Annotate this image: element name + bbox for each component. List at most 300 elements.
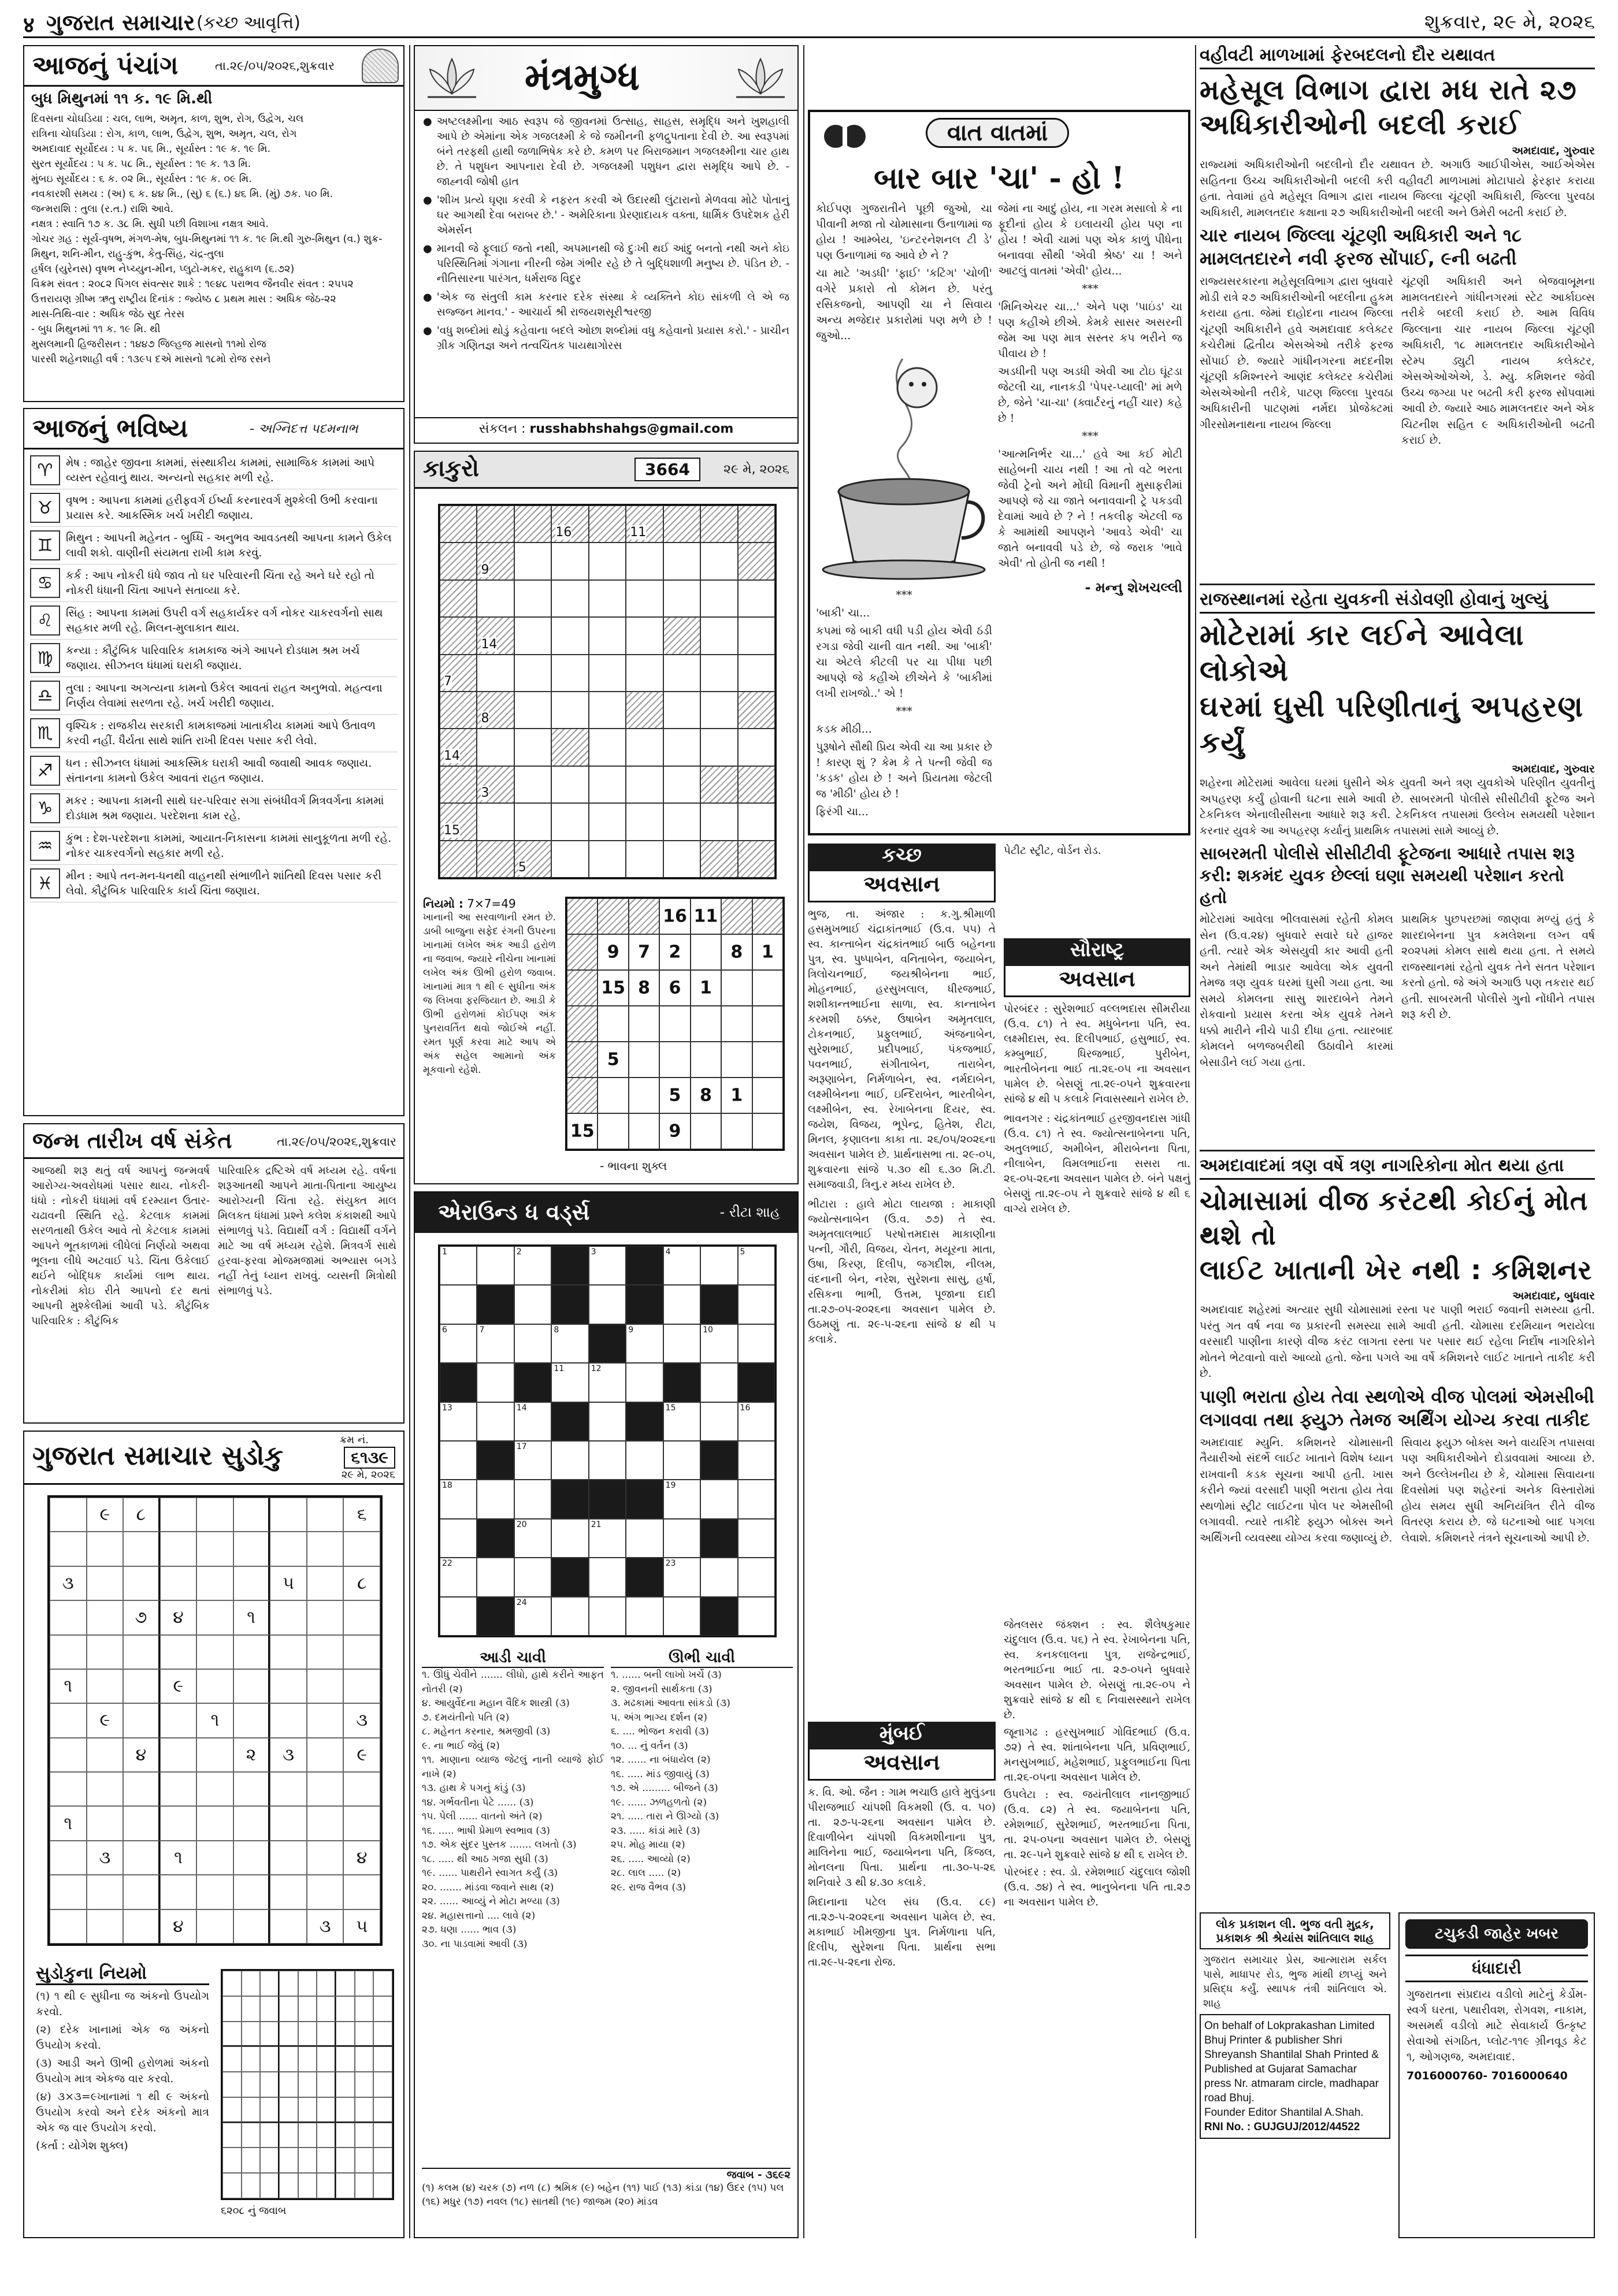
panchang-line: જન્મરાશિ : તુલા (ર.ત.) રાશિ આવે. — [31, 203, 174, 215]
kakuro-cell[interactable] — [738, 655, 775, 692]
crossword-cell[interactable] — [663, 1519, 700, 1558]
sudoku-cell[interactable] — [160, 1738, 197, 1772]
sudoku-cell[interactable] — [307, 1635, 344, 1669]
crossword-cell[interactable] — [440, 1441, 477, 1480]
crossword-cell[interactable] — [551, 1519, 588, 1558]
sudoku-cell[interactable] — [50, 1772, 87, 1806]
kakuro-cell[interactable] — [589, 729, 626, 766]
crossword-cell[interactable] — [440, 1402, 477, 1441]
across-clue: ૧. ઊંધું ચેવીને ....... લીધો, હાથે કરીને આફત નોતરી (૨) — [422, 1669, 604, 1695]
rajasthan-dateline: અમદાવાદ, ગુરુવાર — [1512, 763, 1595, 775]
kakuro-cell[interactable] — [626, 655, 663, 692]
sudoku-cell[interactable] — [343, 1875, 380, 1909]
sudoku-cell[interactable] — [270, 1635, 307, 1669]
sudoku-cell[interactable] — [307, 1703, 344, 1737]
kakuro-cell[interactable] — [589, 692, 626, 729]
sudoku-answer-cell — [260, 2097, 279, 2123]
kakuro-cell[interactable] — [700, 543, 737, 579]
sudoku-cell[interactable] — [123, 1566, 160, 1600]
sudoku-cell[interactable] — [123, 1772, 160, 1806]
kakuro-clue-cell — [626, 506, 663, 543]
sudoku-answer-cell — [317, 2072, 336, 2097]
sudoku-cell[interactable]: ૬ — [343, 1498, 380, 1532]
sudoku-cell[interactable] — [50, 1841, 87, 1875]
crossword-cell[interactable] — [440, 1285, 477, 1324]
sudoku-cell[interactable] — [87, 1772, 124, 1806]
crossword-cell[interactable] — [477, 1558, 514, 1596]
sudoku-grid[interactable] — [47, 1495, 383, 1946]
sudoku-cell[interactable] — [233, 1635, 270, 1669]
kakuro-solution-clue — [691, 1006, 721, 1042]
mumbai-text2: મિદાનાના પટેલ સંઘ (ઉ.વ. ૮૯) તા.૨૭-૫-૨૦૨૬ના અવસાન પામેલ છે. સ્વ. મકાભાઈ ખીમજીના પુત્ર. નિર્મળાના પતિ, દિલીપ, સુરેશના પિતા. પ્રાર્થના સભા તા.૨૯-૫-૨૬ના રોજ. — [808, 1896, 996, 1968]
sudoku-cell[interactable] — [307, 1669, 344, 1703]
crossword-cell[interactable] — [589, 1558, 626, 1596]
kakuro-cell[interactable] — [514, 655, 551, 692]
crossword-cell[interactable] — [738, 1402, 775, 1441]
kakuro-cell[interactable] — [663, 766, 700, 803]
sudoku-cell[interactable] — [270, 1841, 307, 1875]
sudoku-cell[interactable] — [87, 1738, 124, 1772]
sudoku-cell[interactable] — [233, 1566, 270, 1600]
crossword-cell[interactable] — [738, 1441, 775, 1480]
crossword-cell[interactable] — [514, 1324, 551, 1363]
sudoku-cell[interactable] — [270, 1909, 307, 1944]
kakuro-cell[interactable] — [551, 692, 588, 729]
zodiac-icon: ♒ — [30, 831, 60, 861]
crossword-black-cell — [440, 1363, 477, 1402]
mantra-contact-email[interactable]: russhabhshahgs@gmail.com — [529, 422, 734, 436]
sudoku-rules-author: (કર્તા : યોગેશ શુક્લ) — [36, 2139, 128, 2152]
sudoku-answer-cell — [222, 2123, 242, 2148]
crossword-cell[interactable] — [663, 1246, 700, 1285]
sudoku-cell[interactable] — [87, 1566, 124, 1600]
crossword-cell[interactable] — [700, 1480, 737, 1518]
kakuro-cell[interactable] — [700, 580, 737, 617]
kakuro-cell[interactable] — [626, 543, 663, 579]
crossword-cell[interactable] — [663, 1324, 700, 1363]
kakuro-author: - ભાવના શુક્લ — [600, 1159, 667, 1173]
sudoku-cell[interactable]: ૩ — [50, 1566, 87, 1600]
crossword-cell[interactable] — [663, 1402, 700, 1441]
sudoku-cell[interactable] — [233, 1875, 270, 1909]
kakuro-cell[interactable] — [700, 729, 737, 766]
bullet-icon: ● — [423, 243, 432, 255]
horoscope-item — [30, 527, 398, 564]
sudoku-cell[interactable] — [196, 1566, 233, 1600]
crossword-cell[interactable] — [738, 1480, 775, 1518]
sudoku-cell[interactable] — [307, 1566, 344, 1600]
crossword-cell[interactable] — [663, 1285, 700, 1324]
crossword-cell[interactable] — [514, 1480, 551, 1518]
vaat-paragraph: ચા માટે 'અડધી' 'ફાઈ' 'કટિંગ' 'ચોળી' વગેરે પ્રકારો તો કોમન છે. પરંતુ રસિકજનો, આપણી ચા ને સિવાય અન્ય મજેદાર પ્રકારોમાં પણ મળે છે ! જુઓ... — [816, 267, 992, 342]
sudoku-cell[interactable] — [307, 1498, 344, 1532]
sudoku-cell[interactable] — [50, 1909, 87, 1944]
sudoku-cell[interactable] — [160, 1532, 197, 1566]
kakuro-cell[interactable] — [663, 729, 700, 766]
sudoku-cell[interactable] — [50, 1600, 87, 1634]
kakuro-cell[interactable] — [738, 617, 775, 654]
kakuro-cell[interactable] — [551, 543, 588, 579]
sudoku-answer-cell — [298, 2123, 317, 2148]
crossword-cell[interactable] — [700, 1324, 737, 1363]
sudoku-cell[interactable] — [50, 1635, 87, 1669]
panchang-line: રાત્રિના ચોઘડિયા : રોગ, કાળ, લાભ, ઉદ્વેગ, શુભ, અમૃત, ચલ, રોગ — [31, 128, 297, 140]
crossword-cell[interactable] — [477, 1324, 514, 1363]
sudoku-cell[interactable] — [233, 1841, 270, 1875]
crossword-number: 8 — [554, 1325, 559, 1335]
crossword-cell[interactable] — [663, 1480, 700, 1518]
crossword-cell[interactable] — [738, 1285, 775, 1324]
crossword-cell[interactable] — [700, 1558, 737, 1596]
sudoku-cell[interactable] — [196, 1772, 233, 1806]
sudoku-cell[interactable] — [160, 1772, 197, 1806]
sudoku-cell[interactable] — [343, 1669, 380, 1703]
saurashtra-label: સૌરાષ્ટ્ર — [1004, 938, 1190, 966]
crossword-cell[interactable] — [738, 1324, 775, 1363]
sudoku-cell[interactable]: ૩ — [343, 1703, 380, 1737]
crossword-cell[interactable] — [589, 1285, 626, 1324]
sudoku-cell[interactable]: ૮ — [123, 1498, 160, 1532]
kakuro-cell[interactable] — [514, 543, 551, 579]
crossword-cell[interactable] — [700, 1402, 737, 1441]
crossword-black-cell — [589, 1480, 626, 1518]
kakuro-solution-clue — [752, 1113, 783, 1149]
kakuro-cell[interactable] — [626, 841, 663, 878]
vahivati-body3: ચૂંટણી અધિકારી અને બેજવાબૂમના મામલતદારને ગાંધીનગરમાં સ્ટેટ આર્કાઇવ્સ તરીકે બદલી કરાઈ છે. આમ વિવિધ જિલ્લાના ચાર નાયબ જિલ્લા ચૂંટણી અધિકારી, ૧૮ મામલતદાર અધિકારીઓને સ્ટેમ્પ ડ્યુટી નાયબ કલેક્ટર, એસએઓએએ, ડે. મ્યુ. કમિશનર જેવી ઉચ્ચ જગ્યા પર બઢતી કરી ફરજ સોંપવામાં આવી છે. જ્યારે આઠ મામલતદાર અને એક ચિટનીશ સહિત ૯ અધિકારીઓની બઢતી કરાઈ છે. — [1401, 275, 1595, 447]
sudoku-cell[interactable] — [270, 1806, 307, 1840]
kakuro-cell[interactable] — [514, 580, 551, 617]
sudoku-cell[interactable]: ૧ — [50, 1806, 87, 1840]
crossword-cell[interactable] — [551, 1441, 588, 1480]
sudoku-cell[interactable] — [196, 1635, 233, 1669]
sudoku-cell[interactable] — [233, 1498, 270, 1532]
kakuro-number: 3664 — [634, 458, 700, 481]
sudoku-cell[interactable] — [343, 1635, 380, 1669]
sudoku-cell[interactable] — [270, 1703, 307, 1737]
sudoku-cell[interactable] — [196, 1600, 233, 1634]
sudoku-cell[interactable] — [343, 1772, 380, 1806]
crossword-black-cell — [700, 1285, 737, 1324]
sudoku-cell[interactable] — [87, 1875, 124, 1909]
kakuro-cell[interactable] — [477, 803, 514, 840]
kakuro-cell[interactable] — [663, 692, 700, 729]
sudoku-cell[interactable] — [196, 1532, 233, 1566]
kakuro-cell[interactable] — [663, 655, 700, 692]
vaat-paragraph: 'આત્મનિર્ભર ચા...' હવે આ કઈ મોટી સાહેબની ચાય નથી ! આ તો વટે ભરતા જેવી ટ્રેનો અને મોંઘી વિમાની મુસાફરીમાં આપણે જે ચા જાતે બનાવવાની ટ્રે પકડવી દેવામાં આવે છે ? ને ! તકલીફ એટલી જ કે આમાંથી આપણને 'આવડે એવી' ચા જાતે બનાવવી પડે છે, જે જરાક 'ભાવે એવી' તો હોતી જ નથી ! — [998, 448, 1182, 570]
kakuro-clue: 8 — [481, 711, 489, 726]
crossword-cell[interactable] — [440, 1246, 477, 1285]
kakuro-clue: 5 — [518, 860, 526, 875]
sudoku-cell[interactable] — [123, 1841, 160, 1875]
sudoku-cell[interactable] — [50, 1498, 87, 1532]
kakuro-cell[interactable] — [738, 729, 775, 766]
sudoku-cell[interactable] — [160, 1703, 197, 1737]
sudoku-cell[interactable]: ૩ — [307, 1909, 344, 1944]
crossword-cell[interactable] — [551, 1363, 588, 1402]
sudoku-cell[interactable] — [233, 1669, 270, 1703]
sudoku-cell[interactable]: ૧ — [50, 1669, 87, 1703]
crossword-cell[interactable] — [514, 1441, 551, 1480]
zodiac-icon: ♈ — [30, 455, 60, 485]
kakuro-solution-cell — [721, 1078, 752, 1113]
kakuro-grid[interactable] — [438, 504, 777, 879]
kakuro-clue-cell — [440, 580, 477, 617]
kakuro-cell[interactable] — [738, 580, 775, 617]
sudoku-cell[interactable] — [160, 1566, 197, 1600]
sudoku-cell[interactable] — [123, 1635, 160, 1669]
sudoku-cell[interactable]: ૪ — [160, 1909, 197, 1944]
crossword-cell[interactable] — [551, 1597, 588, 1636]
chomasu-body2: અમદાવાદ મ્યુનિ. કમિશનરે ચોમાસાની તૈયારીઓ સંદર્ભે લાઈટ ખાતાને વિશેષ ધ્યાન રાખવાની કડક સૂચના આપી હતી. ખાસ કરીને જ્યાં વરસાદી પાણી ભરાતા હોય તેવા સ્થળોમાં સ્ટ્રીટ લાઈટના પોલ પર એમસીબી લગાવવી. ત્યારે તાકીદે ફ્યુઝ બોક્સ અને અર્થિંગની વ્યવસ્થા યોગ્ય કરવા જણાવ્યું છે. — [1200, 1436, 1393, 1544]
kakuro-cell[interactable] — [700, 655, 737, 692]
kakuro-solution-cell — [752, 934, 783, 970]
sudoku-cell[interactable] — [270, 1498, 307, 1532]
sudoku-cell[interactable] — [233, 1703, 270, 1737]
sudoku-cell[interactable] — [307, 1600, 344, 1634]
sudoku-cell[interactable]: ૯ — [87, 1703, 124, 1737]
sudoku-cell[interactable] — [123, 1703, 160, 1737]
crossword-black-cell — [589, 1324, 626, 1363]
sudoku-cell[interactable] — [87, 1806, 124, 1840]
chomasu-body: અમદાવાદ શહેરમાં અત્યાર સુધી ચોમાસામાં રસ્તા પર પાણી ભરાઈ જવાની સમસ્યા હતી. પરંતુ ગત વર્ષ નવા જ પ્રકારની સમસ્યા સામે આવી હતી. ચોમાસા દરમિયાન ભરાયેલા વરસાદી પાણીના કારણે વીજ કરંટ લાગતા રસ્તા પર પસાર થઈ રહેલા નિર્દોષ નાગરિકોને મોતને ભેટવાનો વારો આવ્યો હતો. જેના પગલે આ વર્ષે કમિશનરે લાઈટ ખાતાને તાકીદ કરી છે. — [1200, 1303, 1595, 1380]
sudoku-cell[interactable] — [123, 1669, 160, 1703]
sudoku-cell[interactable] — [87, 1669, 124, 1703]
crossword-cell[interactable] — [440, 1480, 477, 1518]
crossword-cell[interactable] — [514, 1285, 551, 1324]
down-clue: ૧. ...... બની લાખો ખર્ચે (૩) — [611, 1669, 722, 1681]
kakuro-cell[interactable] — [663, 543, 700, 579]
crossword-cell[interactable] — [440, 1558, 477, 1596]
kakuro-cell[interactable] — [477, 580, 514, 617]
sudoku-cell[interactable] — [270, 1669, 307, 1703]
sudoku-cell[interactable] — [50, 1738, 87, 1772]
sudoku-cell[interactable]: ૧ — [233, 1600, 270, 1634]
crossword-cell[interactable] — [514, 1402, 551, 1441]
sudoku-cell[interactable] — [270, 1875, 307, 1909]
crossword-cell[interactable] — [477, 1402, 514, 1441]
crossword-cell[interactable] — [514, 1246, 551, 1285]
kakuro-cell[interactable] — [514, 617, 551, 654]
sudoku-cell[interactable] — [87, 1532, 124, 1566]
sudoku-cell[interactable]: ૪ — [343, 1841, 380, 1875]
kakuro-cell[interactable] — [589, 841, 626, 878]
sudoku-cell[interactable] — [196, 1669, 233, 1703]
sudoku-cell[interactable]: ૫ — [270, 1566, 307, 1600]
kakuro-cell[interactable] — [514, 803, 551, 840]
kakuro-rules-text: ખાનાની આ સરવાળાની રમત છે. ડાબી બાજુના સફેદ રંગની ઉપરના ખાનામાં લખેલ અંક આડી હરોળ ના જવાબ. જ્યારે નીચેના ખાનામાં લખેલ અંક ઊભી હરોળ જવાબ. ખાનામાં માત્ર ૧ થી ૯ સુધીના અંક જ લિખવા ફરજિયાત છે. આડી કે ઊભી હરોળમાં કોઈપણ અંક પુનરાવર્તિત થવો જોઈએ નહીં. રમત પૂર્ણ કરવા માટે આપ એ અંક સહેલ આમાનો અંક મૂકવાનો રહેશે. — [423, 912, 556, 1076]
crossword-cell[interactable] — [477, 1480, 514, 1518]
sudoku-cell[interactable] — [87, 1635, 124, 1669]
kakuro-cell[interactable] — [589, 543, 626, 579]
sudoku-cell[interactable] — [123, 1532, 160, 1566]
sudoku-cell[interactable] — [196, 1875, 233, 1909]
crossword-cell[interactable] — [626, 1597, 663, 1636]
crossword-cell[interactable] — [589, 1246, 626, 1285]
kakuro-cell[interactable] — [626, 580, 663, 617]
sudoku-cell[interactable] — [160, 1498, 197, 1532]
rajasthan-sub: સાબરમતી પોલીસે સીસીટીવી ફૂટેજના આધારે તપાસ શરૂ કરી: શકમંદ યુવક છેલ્લાં ઘણા સમયથી પરેશાન કરતો હતો — [1200, 844, 1575, 907]
kakuro-cell[interactable] — [589, 766, 626, 803]
crossword-cell[interactable] — [663, 1558, 700, 1596]
kakuro-cell[interactable] — [589, 803, 626, 840]
sudoku-cell[interactable] — [343, 1806, 380, 1840]
sudoku-cell[interactable]: ૪ — [160, 1600, 197, 1634]
crossword-cell[interactable] — [440, 1597, 477, 1636]
sudoku-cell[interactable] — [196, 1738, 233, 1772]
crossword-cell[interactable] — [477, 1363, 514, 1402]
kakuro-cell[interactable] — [589, 580, 626, 617]
sudoku-cell[interactable] — [160, 1875, 197, 1909]
sudoku-cell[interactable] — [87, 1600, 124, 1634]
kakuro-cell[interactable] — [551, 766, 588, 803]
kakuro-cell[interactable] — [663, 803, 700, 840]
kakuro-cell[interactable] — [626, 803, 663, 840]
kakuro-cell[interactable] — [551, 841, 588, 878]
sudoku-cell[interactable]: ૮ — [343, 1566, 380, 1600]
crossword-cell[interactable] — [589, 1441, 626, 1480]
sudoku-cell[interactable] — [270, 1532, 307, 1566]
sudoku-cell[interactable] — [233, 1806, 270, 1840]
sudoku-cell[interactable] — [196, 1909, 233, 1944]
crossword-cell[interactable] — [514, 1519, 551, 1558]
sudoku-cell[interactable] — [123, 1806, 160, 1840]
crossword-cell[interactable] — [626, 1363, 663, 1402]
across-clue: ૨૭. ધણા ...... ભાવ (૩) — [422, 1924, 517, 1935]
crossword-cell[interactable] — [738, 1558, 775, 1596]
sudoku-cell[interactable]: ૯ — [87, 1498, 124, 1532]
sudoku-title: ગુજરાત સમાચાર સુડોકુ — [32, 1440, 284, 1471]
kakuro-solution-value: 5 — [607, 1049, 619, 1070]
crossword-cell[interactable] — [700, 1363, 737, 1402]
kakuro-cell[interactable] — [477, 655, 514, 692]
rajasthan-body2: મોટેરામાં આવેલા ભીલવાસમાં રહેતી કોમલ સેન (ઉ.વ.૨૪) બુધવારે સવારે ઘરે હાજર હતી. ત્યારે એક એસયુવી કાર આવી હતી અને તેમાંથી ભાડાર આવેલા એક યુવતી તેમજ ત્રણ યુવક ઘરમાં ઘુસી ગયા હતા. આ સમયે કોમલના સાસુ શારદાબેને તેમને રોકવાનો પ્રયાસ કરતા એક યુવકે તેમને ધક્કો મારીને નીચે પાડી દીધા હતા. ત્યારબાદ કોમલને બળજબરીથી ઉઠાવીને કારમાં બેસાડીને લઈ ગયા હતા. — [1200, 913, 1393, 1069]
kakuro-cell[interactable] — [551, 655, 588, 692]
crossword-cell[interactable] — [738, 1597, 775, 1636]
sudoku-answer-cell — [260, 2072, 279, 2097]
sudoku-cell[interactable] — [307, 1738, 344, 1772]
sudoku-cell[interactable] — [343, 1532, 380, 1566]
crossword-cell[interactable] — [738, 1246, 775, 1285]
kakuro-cell[interactable] — [589, 655, 626, 692]
zodiac-icon: ♌ — [30, 605, 60, 636]
crossword-cell[interactable] — [589, 1402, 626, 1441]
crossword-cell[interactable] — [514, 1597, 551, 1636]
kakuro-solution-cell — [659, 898, 690, 934]
sudoku-cell[interactable]: ૪ — [123, 1738, 160, 1772]
kakuro-date: ૨૯ મે, ૨૦૨૬ — [723, 462, 789, 477]
kakuro-cell[interactable] — [626, 729, 663, 766]
kakuro-cell[interactable] — [738, 803, 775, 840]
crossword-cell[interactable] — [663, 1597, 700, 1636]
sudoku-cell[interactable]: ૯ — [343, 1738, 380, 1772]
sudoku-cell[interactable]: ૩ — [87, 1841, 124, 1875]
sudoku-cell[interactable] — [160, 1806, 197, 1840]
crossword-cell[interactable] — [589, 1363, 626, 1402]
kakuro-cell[interactable] — [514, 766, 551, 803]
sudoku-cell[interactable] — [307, 1772, 344, 1806]
sudoku-cell[interactable] — [307, 1841, 344, 1875]
sudoku-cell[interactable] — [233, 1532, 270, 1566]
kakuro-cell[interactable] — [514, 729, 551, 766]
sudoku-answer-cell — [317, 2123, 336, 2148]
sudoku-cell[interactable]: ૩ — [270, 1738, 307, 1772]
kakuro-cell[interactable] — [700, 692, 737, 729]
crossword-cell[interactable] — [514, 1558, 551, 1596]
sudoku-cell[interactable]: ૯ — [160, 1669, 197, 1703]
sudoku-cell[interactable] — [123, 1909, 160, 1944]
kutch-avsan: અવસાન — [808, 871, 996, 902]
sudoku-cell[interactable] — [343, 1600, 380, 1634]
kakuro-cell[interactable] — [626, 766, 663, 803]
tukdi-phone[interactable]: 7016000760- 7016000640 — [1407, 2070, 1568, 2082]
kakuro-cell[interactable] — [514, 692, 551, 729]
sudoku-cell[interactable] — [270, 1772, 307, 1806]
sudoku-cell[interactable] — [123, 1875, 160, 1909]
crossword-cell[interactable] — [589, 1597, 626, 1636]
kakuro-cell[interactable] — [663, 841, 700, 878]
sudoku-cell[interactable] — [196, 1806, 233, 1840]
crossword-cell[interactable] — [700, 1246, 737, 1285]
sudoku-cell[interactable]: ૭ — [123, 1600, 160, 1634]
kakuro-cell[interactable] — [477, 729, 514, 766]
kakuro-cell[interactable] — [663, 580, 700, 617]
kakuro-rules-title: નિયમો : — [423, 897, 463, 911]
sudoku-cell[interactable] — [233, 1909, 270, 1944]
sudoku-cell[interactable] — [196, 1498, 233, 1532]
kakuro-cell[interactable] — [700, 617, 737, 654]
kakuro-cell[interactable] — [626, 617, 663, 654]
sudoku-box — [23, 1431, 404, 2238]
sudoku-cell[interactable]: ૧ — [160, 1841, 197, 1875]
crossword-cell[interactable] — [663, 1441, 700, 1480]
crossword-cell[interactable] — [738, 1519, 775, 1558]
kakuro-cell[interactable] — [551, 617, 588, 654]
kakuro-cell[interactable] — [700, 803, 737, 840]
sudoku-cell[interactable] — [196, 1841, 233, 1875]
sudoku-cell[interactable] — [160, 1635, 197, 1669]
sudoku-cell[interactable]: ૫ — [343, 1909, 380, 1944]
sudoku-cell[interactable] — [270, 1600, 307, 1634]
sudoku-answer-cell — [279, 2046, 298, 2072]
crossword-cell[interactable] — [551, 1324, 588, 1363]
crossword-cell[interactable] — [589, 1519, 626, 1558]
crossword-cell[interactable] — [440, 1519, 477, 1558]
sudoku-cell[interactable] — [307, 1532, 344, 1566]
kakuro-cell[interactable] — [551, 580, 588, 617]
sudoku-cell[interactable] — [50, 1532, 87, 1566]
crossword-cell[interactable] — [626, 1324, 663, 1363]
sudoku-cell[interactable] — [307, 1875, 344, 1909]
kakuro-cell[interactable] — [589, 617, 626, 654]
crossword-number: 22 — [442, 1559, 452, 1569]
sudoku-cell[interactable] — [50, 1703, 87, 1737]
sudoku-cell[interactable] — [50, 1875, 87, 1909]
sudoku-cell[interactable] — [87, 1909, 124, 1944]
crossword-cell[interactable] — [440, 1324, 477, 1363]
sudoku-cell[interactable] — [233, 1772, 270, 1806]
crossword-cell[interactable] — [626, 1519, 663, 1558]
kakuro-solution-clue — [659, 1006, 690, 1042]
zodiac-icon: ♑ — [30, 793, 60, 823]
crossword-grid[interactable] — [438, 1244, 777, 1637]
sudoku-cell[interactable] — [307, 1806, 344, 1840]
crossword-cell[interactable] — [626, 1441, 663, 1480]
kakuro-cell[interactable] — [551, 803, 588, 840]
sudoku-cell[interactable]: ૨ — [233, 1738, 270, 1772]
sudoku-cell[interactable]: ૧ — [196, 1703, 233, 1737]
crossword-number: 24 — [516, 1597, 527, 1607]
crossword-cell[interactable] — [477, 1246, 514, 1285]
